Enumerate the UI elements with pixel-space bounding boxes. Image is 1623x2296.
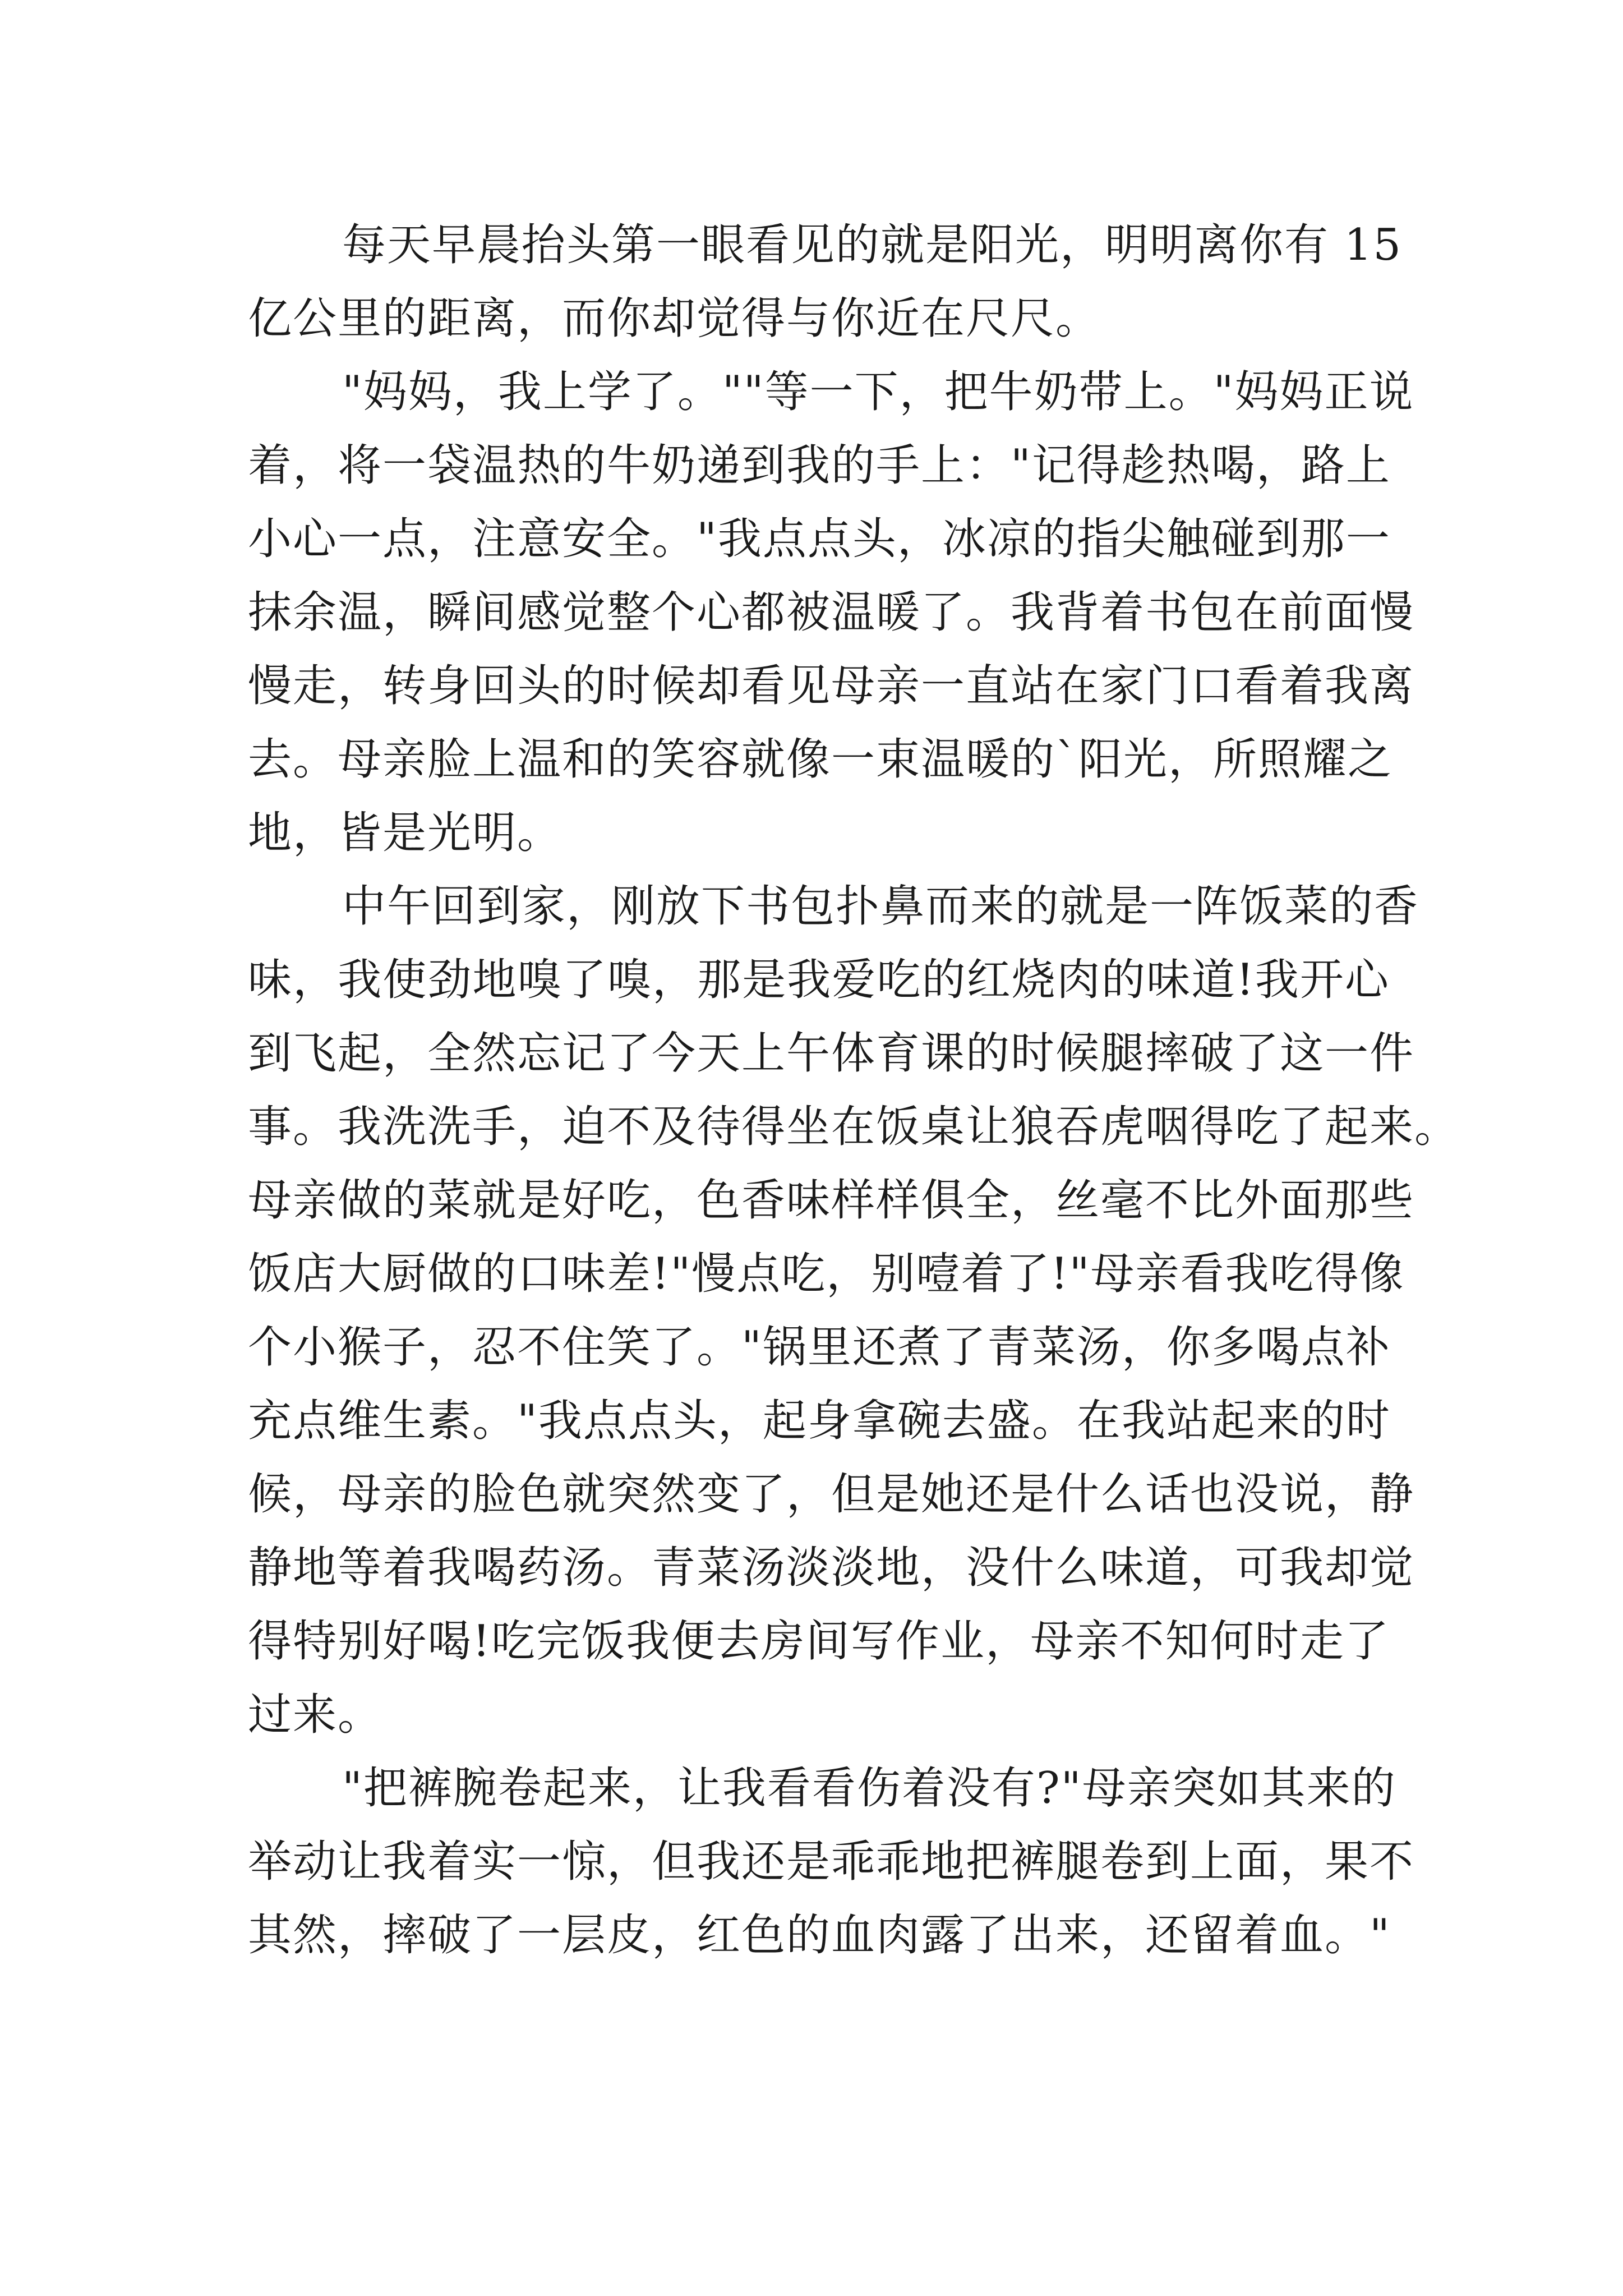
text-line: 过来。 bbox=[248, 1690, 383, 1740]
paragraph-1 bbox=[248, 209, 1403, 356]
text-line: 静地等着我喝药汤。青菜汤淡淡地，没什么味道，可我却觉 bbox=[248, 1543, 1415, 1593]
text-line: 慢走，转身回头的时候却看见母亲一直站在家门口看着我离 bbox=[248, 661, 1415, 711]
text-line: 抹余温，瞬间感觉整个心都被温暖了。我背着书包在前面慢 bbox=[248, 587, 1415, 638]
text-line: 地，皆是光明。 bbox=[248, 808, 562, 858]
text-line: 母亲做的菜就是好吃，色香味样样俱全，丝毫不比外面那些 bbox=[248, 1175, 1415, 1226]
text-line: 事。我洗洗手，迫不及待得坐在饭桌让狼吞虎咽得吃了起来。 bbox=[248, 1102, 1460, 1152]
text-line: 候，母亲的脸色就突然变了，但是她还是什么话也没说，静 bbox=[248, 1469, 1415, 1520]
text-line: 味，我使劲地嗅了嗅，那是我爱吃的红烧肉的味道!我开心 bbox=[248, 955, 1390, 1005]
text-line: 个小猴子，忍不住笑了。"锅里还煮了青菜汤，你多喝点补 bbox=[248, 1322, 1391, 1373]
text-line: 着，将一袋温热的牛奶递到我的手上："记得趁热喝，路上 bbox=[248, 440, 1391, 491]
text-line: "妈妈，我上学了。""等一下，把牛奶带上。"妈妈正说 bbox=[342, 367, 1414, 417]
text-line: 充点维生素。"我点点头，起身拿碗去盛。在我站起来的时 bbox=[248, 1396, 1391, 1446]
paragraph-2 bbox=[248, 356, 1415, 870]
text-line: 中午回到家，刚放下书包扑鼻而来的就是一阵饭菜的香 bbox=[342, 881, 1419, 932]
text-line: "把裤腕卷起来，让我看看伤着没有?"母亲突如其来的 bbox=[342, 1763, 1396, 1814]
body-text bbox=[248, 209, 1460, 1972]
text-line: 每天早晨抬头第一眼看见的就是阳光，明明离你有 15 bbox=[342, 220, 1403, 270]
text-line: 饭店大厨做的口味差!"慢点吃，别噎着了!"母亲看我吃得像 bbox=[248, 1249, 1405, 1299]
text-line: 亿公里的距离，而你却觉得与你近在尺尺。 bbox=[248, 293, 1101, 344]
text-line: 得特别好喝!吃完饭我便去房间写作业，母亲不知何时走了 bbox=[248, 1616, 1390, 1667]
text-line: 小心一点，注意安全。"我点点头，冰凉的指尖触碰到那一 bbox=[248, 514, 1391, 564]
paragraph-3 bbox=[248, 870, 1460, 1752]
paragraph-4 bbox=[248, 1752, 1415, 1972]
text-line: 到飞起，全然忘记了今天上午体育课的时候腿摔破了这一件 bbox=[248, 1028, 1415, 1079]
text-line: 去。母亲脸上温和的笑容就像一束温暖的`阳光，所照耀之 bbox=[248, 734, 1393, 785]
text-line: 举动让我着实一惊，但我还是乖乖地把裤腿卷到上面，果不 bbox=[248, 1837, 1415, 1887]
text-line: 其然，摔破了一层皮，红色的血肉露了出来，还留着血。" bbox=[248, 1910, 1391, 1961]
